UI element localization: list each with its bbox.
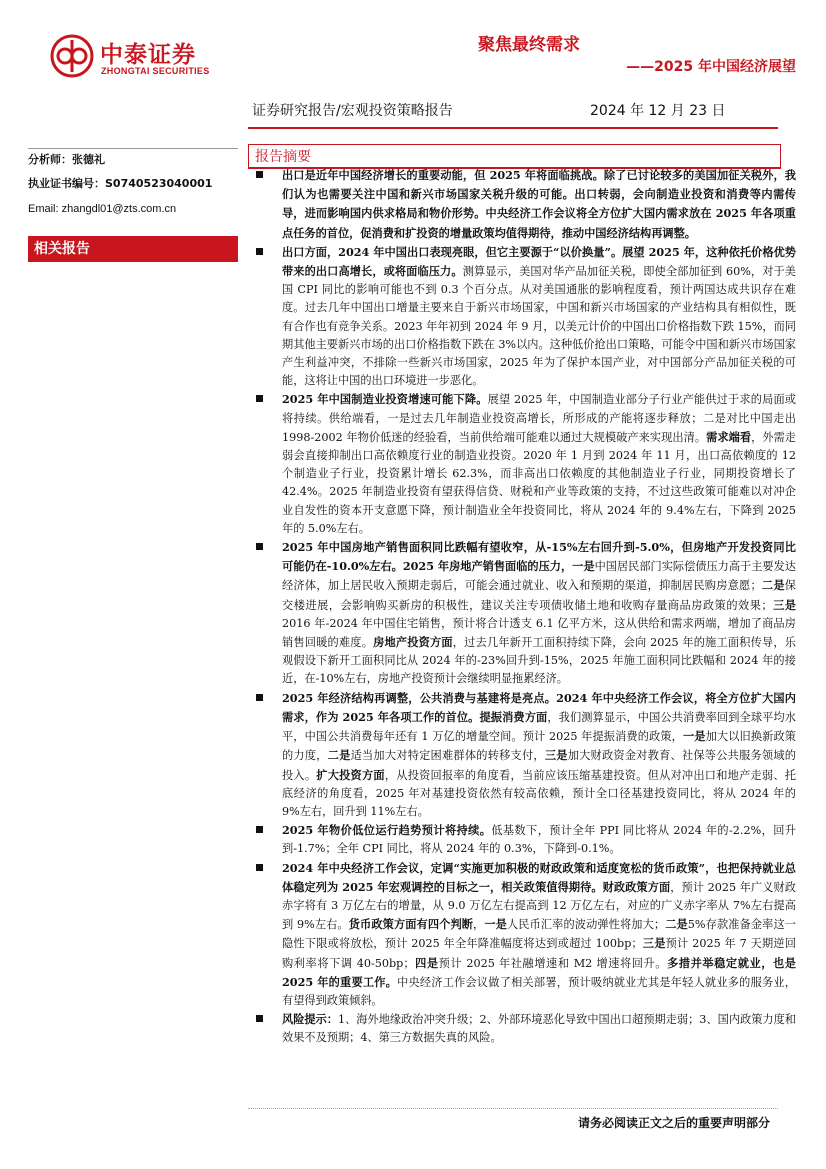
text-run: 人民币汇率的波动弹性将加大； [506, 918, 666, 932]
bold-text-run: 二是 [327, 748, 351, 763]
bold-text-run: 出口是近年中国经济增长的重要动能，但 2025 年将面临挑战。除了已讨论较多的美国加征关税外，我们认为也需要关注中国和新兴市场国家关税升级的可能。出口转弱，会向制造业投资和消费等内需传导，进而影响国内供求格局和物价形势。中央经济工作会议将全方位扩大国内需求放在 2025 年各项重点任务的首位，促消费和扩投资的增量政策均值得期待，推动中国经济结构再调整。 [282, 168, 796, 240]
bullet-icon [256, 826, 263, 833]
text-run: 保交楼进展，会影响购买新房的积极性，建议关注专项债收储土地和收购存量商品房政策的效果； [282, 579, 796, 612]
bold-text-run: 需求端看 [706, 429, 752, 444]
bold-text-run: 2025 年经济结构再调整，公共消费与基建将是亮点。2024 年中央经济工作会议，将全方位扩大国内需求，作为 2025 年各项工作的首位。提振消费方面 [282, 690, 796, 724]
text-run: 测算显示，美国对华产品加征关税，即使全部加征到 60%，对于美国 CPI 同比的影响可能也不到 0.3 个百分点。从对美国通胀的影响程度看，预计两国达成共识存在难度。过去几年中国出口增量主要来自于新兴市场国家，中国和新兴市场国家的产业结构具有相似性，既有合作也有竞争关系。2023 年年初到 2024 年 9 月，以美元计价的中国出口价格指数下跌 15%，而同期其他主要新兴市场的出口价格指数下跌在 3%以内。这种低价抢出口策略，可能令中国和新兴市场国家产生利益冲突，不排除一些新兴市场国家，2025 年为了保护本国产业，对中国部分产品加征关税的可能，这将让中国的出口环境进一步恶化。 [282, 265, 796, 388]
bold-text-run: 一是 [682, 729, 706, 744]
bullet-icon [256, 248, 263, 255]
bold-text-run: 多措并举稳定就业，也是 2025 年的重要工作。 [282, 955, 796, 989]
bold-text-run: 三是 [642, 936, 666, 951]
text-run: 适当加大对特定困难群体的转移支付， [350, 749, 545, 763]
bold-text-run: 2024 年中央经济工作会议，定调“实施更加积极的财政政策和适度宽松的货币政策”，也把保持就业总体稳定列为 2025 年宏观调控的目标之一，相关政策值得期待。财政政策方面 [282, 860, 796, 894]
bold-text-run: 风险提示： [282, 1012, 338, 1027]
bold-text-run: 货币政策方面有四个判断 [348, 917, 474, 932]
email-link[interactable]: zhangdl01@zts.com.cn [61, 203, 177, 215]
bullet-icon [256, 543, 263, 550]
text-run: ，我们测算显示，中国公共消费率回到全球平均水平，中国公共消费每年还有 1 万亿的增量空间。预计 2025 年提振消费的政策， [282, 710, 796, 744]
bold-text-run: 2025 年中国制造业投资增速可能下降。 [282, 392, 488, 407]
bullet-icon [256, 1015, 263, 1022]
email-line [28, 201, 176, 217]
bold-text-run: 2025 年中国房地产销售面积同比跌幅有望收窄，从-15%左右回升到-5.0%，但房地产开发投资同比可能仍在-10.0%左右。2025 年房地产销售面临的压力，一是 [282, 540, 796, 574]
abstract-paragraph [252, 821, 796, 858]
bold-text-run: 三是 [772, 597, 796, 612]
footer-divider [248, 1108, 778, 1109]
sidebar-divider [28, 148, 238, 149]
bold-text-run: 房地产投资方面 [373, 635, 453, 650]
text-run: 5%存款准备金率这一隐性下限或将放松，预计 2025 年全年降准幅度将达到或超过 100bp； [282, 918, 796, 951]
text-run: ，从投资回报率的角度看，当前应该压缩基建投资。但从对冲出口和地产走弱、托底经济的角度看，2025 年对基建投资依然有较高依赖，预计全口径基建投资同比，将从 2024 年的 9%左右，回升到 11%左右。 [282, 768, 796, 818]
text-run: 中国居民部门实际偿债压力高于主要发达经济体，加上居民收入预期走弱后，可能会通过就业、收入和预期的渠道，抑制居民购房意愿； [282, 560, 796, 593]
abstract-paragraph [252, 166, 796, 243]
abstract-paragraph [252, 1010, 796, 1047]
text-run: ，预计 2025 年广义财政赤字将有 3 万亿左右的增量，从 9.0 万亿左右提高到 12 万亿左右，对应的广义赤字率从 7%左右提高到 9%左右。 [282, 880, 796, 932]
text-run: ，外需走弱会直接抑制出口高依赖度行业的制造业投资。2020 年 1 月到 2024 年 11 月，出口高依赖度的 12 个制造业子行业，投资累计增长 62.3%，而非高出口依赖度的其他制造业子行业，同期投资增长了 42.4%。2025 年制造业投资有望获得信贷、财税和产业等政策的支持，不过这些政策可能难以对冲企业自发性的资本开支意愿下降，预计制造业全年投资同比，将从 2024 年的 9.4%左右，下降到 2025 年的 5.0%左右。 [282, 430, 796, 535]
bold-text-run: 出口方面，2024 年中国出口表现亮眼，但它主要源于“以价换量”。展望 2025 年，这种依托价格优势带来的出口高增长，或将面临压力。 [282, 244, 796, 279]
analyst-line [28, 152, 105, 168]
abstract-paragraph [252, 538, 796, 689]
text-run: ，过去几年新开工面积持续下降，会向 2025 年的施工面积传导，乐观假设下新开工面积同比从 2024 年的-23%回升到-15%，2025 年施工面积同比跌幅和 2024 年的接近，在-10%左右，房地产投资预计会继续明显拖累经济。 [282, 636, 796, 686]
zhongtai-logo-icon [50, 34, 94, 78]
report-subtitle: ——2025 年中国经济展望 [626, 59, 796, 75]
abstract-paragraph [252, 859, 796, 1011]
abstract-paragraph [252, 390, 796, 538]
license-line [28, 176, 212, 192]
text-run: 低基数下，预计全年 PPI 同比将从 2024 年的-2.2%，回升到-1.7%；全年 CPI 同比，将从 2024 年的 0.3%，下降到-0.1%。 [282, 824, 796, 856]
text-run: 中央经济工作会议做了相关部署，预计吸纳就业尤其是年轻人就业多的服务业，有望得到政策倾斜。 [282, 975, 796, 1007]
report-title: 聚焦最终需求 [478, 35, 580, 55]
text-run: 1、海外地缘政治冲突升级；2、外部环境恶化导致中国出口超预期走弱；3、国内政策力度和效果不及预期；4、第三方数据失真的风险。 [282, 1013, 796, 1045]
bold-text-run: 2025 年物价低位运行趋势预计将持续。 [282, 823, 492, 838]
bold-text-run: 二是 [761, 578, 785, 593]
text-run: 展望 2025 年，中国制造业部分子行业产能供过于求的局面或将持续。供给端看，一是过去几年制造业投资高增长，所形成的产能将逐步释放；二是对比中国走出 1998-2002 年物价低迷的经验看，当前供给端可能难以通过大规模破产来实现出清。 [282, 393, 796, 444]
abstract-paragraph [252, 689, 796, 821]
text-run: 预计 2025 年社融增速和 M2 增速将回升。 [438, 956, 668, 970]
text-run: ， [473, 918, 485, 932]
bullet-icon [256, 694, 263, 701]
bullet-icon [256, 171, 263, 178]
header-divider [248, 127, 778, 129]
footer-disclaimer: 请务必阅读正文之后的重要声明部分 [577, 1116, 770, 1130]
bullet-icon [256, 395, 263, 402]
license-number: S0740523040001 [105, 177, 213, 190]
logo-name-en: ZHONGTAI SECURITIES [101, 66, 210, 76]
text-run: 2016 年-2024 年中国住宅销售，预计将合计透支 6.1 亿平方米，这从供给和需求两端，增加了商品房销售回暖的难度。 [282, 616, 796, 650]
logo-name-cn: 中泰证券 [100, 42, 196, 68]
abstract-title: 报告摘要 [255, 149, 311, 165]
analyst-name: 张德礼 [72, 153, 105, 166]
report-type: 证券研究报告/宏观投资策略报告 [252, 103, 453, 119]
abstract-paragraph [252, 243, 796, 391]
analyst-label: 分析师： [28, 153, 72, 166]
text-run: 加大以旧换新政策的力度， [282, 730, 796, 763]
bold-text-run: 三是 [544, 748, 568, 763]
text-run: 加大财政资金对教育、社保等公共服务领域的投入。 [282, 749, 796, 782]
related-reports-heading: 相关报告 [28, 236, 238, 262]
report-date: 2024 年 12 月 23 日 [590, 103, 726, 119]
bold-text-run: 扩大投资方面 [316, 767, 385, 782]
email-label: Email: [28, 203, 62, 215]
company-logo [50, 34, 215, 80]
license-label: 执业证书编号： [28, 177, 105, 190]
abstract-body [252, 166, 796, 1048]
bold-text-run: 四是 [414, 955, 439, 970]
bold-text-run: 二是 [665, 917, 688, 932]
text-run: 预计 2025 年 7 天期逆回购利率将下调 40-50bp； [282, 937, 796, 970]
bullet-icon [256, 864, 263, 871]
bold-text-run: 一是 [484, 917, 507, 932]
